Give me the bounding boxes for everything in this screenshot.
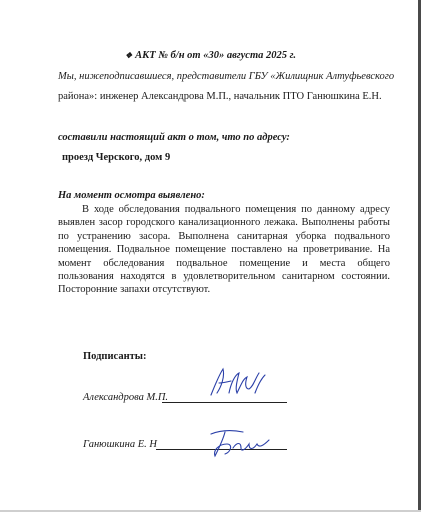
- intro-line-2: района»: инженер Александрова М.П., начальник ПТО Ганюшкина Е.Н.: [58, 91, 382, 102]
- stated-line: составили настоящий акт о том, что по адресу:: [58, 132, 290, 143]
- findings-paragraph: В ходе обследования подвального помещения по данному адресу выявлен засор городского канализационного лежака. Выполнены работы по устранению засора. Выполнена санитарная уборка подвального помещения. Подвальное помещение поставлено на проветривание. На момент обследования подвальное помещение и места общего пользования находятся в удовлетворительном санитарном состоянии. Посторонние запахи отсутствуют.: [58, 204, 390, 296]
- act-title: [0, 49, 421, 63]
- findings-heading: На момент осмотра выявлено:: [58, 190, 205, 201]
- address: проезд Черского, дом 9: [62, 152, 171, 163]
- intro-line-1: Мы, нижеподписавшиеся, представители ГБУ «Жилищник Алтуфьевского: [58, 71, 395, 82]
- signature-1: [205, 363, 269, 401]
- act-title-text: АКТ № б/н от «30» августа 2025 г.: [135, 50, 296, 61]
- bullet-icon: ❖: [124, 51, 133, 60]
- signers-heading: Подписанты:: [83, 351, 147, 362]
- signer-2-name: Ганюшкина Е. Н: [83, 439, 157, 450]
- signature-line-1: [162, 402, 287, 403]
- signature-2: [203, 424, 277, 460]
- signer-1-name: Александрова М.П.: [83, 392, 169, 403]
